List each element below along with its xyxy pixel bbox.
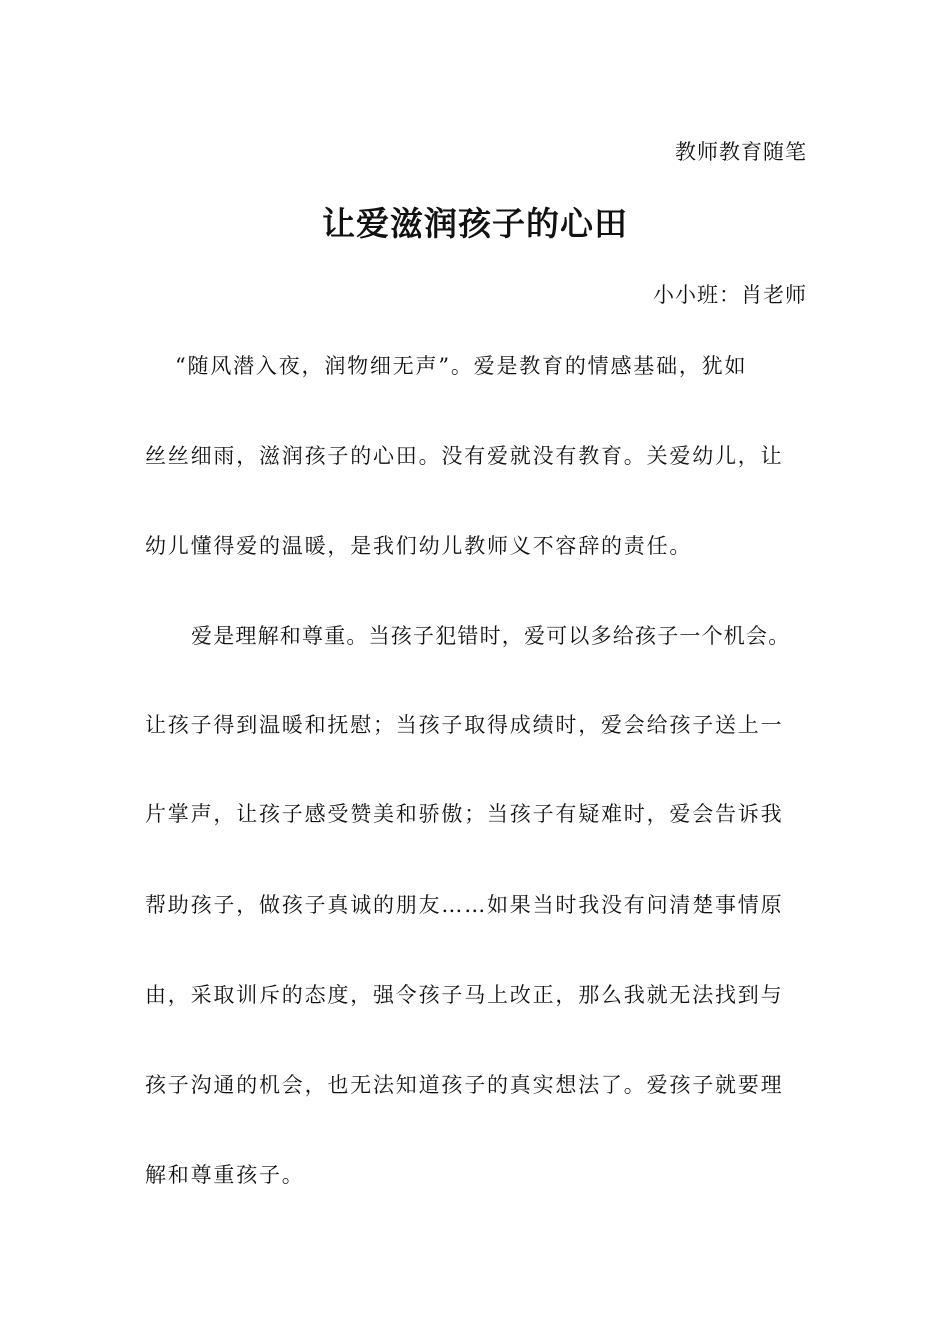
paragraph-1-line-2: 丝丝细雨，滋润孩子的心田。没有爱就没有教育。关爱幼儿，让: [145, 444, 784, 468]
paragraph-2-line-3: 片掌声，让孩子感受赞美和骄傲；当孩子有疑难时，爱会告诉我: [145, 802, 784, 826]
paragraph-2-line-4: 帮助孩子，做孩子真诚的朋友……如果当时我没有问清楚事情原: [145, 893, 784, 917]
document-title: 让爱滋润孩子的心田: [322, 204, 628, 243]
document-author: 小小班：肖老师: [653, 283, 807, 307]
paragraph-2-line-6: 孩子沟通的机会，也无法知道孩子的真实想法了。爱孩子就要理: [145, 1073, 784, 1097]
paragraph-2-line-1: 爱是理解和尊重。当孩子犯错时，爱可以多给孩子一个机会。: [191, 624, 791, 648]
paragraph-1-line-3: 幼儿懂得爱的温暖，是我们幼儿教师义不容辞的责任。: [145, 534, 693, 558]
paragraph-2-line-2: 让孩子得到温暖和抚慰；当孩子取得成绩时，爱会给孩子送上一: [145, 713, 784, 737]
paragraph-2-line-5: 由，采取训斥的态度，强令孩子马上改正，那么我就无法找到与: [145, 983, 784, 1007]
paragraph-1-line-1: “随风潜入夜，润物细无声”。爱是教育的情感基础，犹如: [175, 354, 748, 378]
paragraph-2-line-7: 解和尊重孩子。: [145, 1163, 305, 1187]
document-category: 教师教育随笔: [675, 140, 807, 164]
